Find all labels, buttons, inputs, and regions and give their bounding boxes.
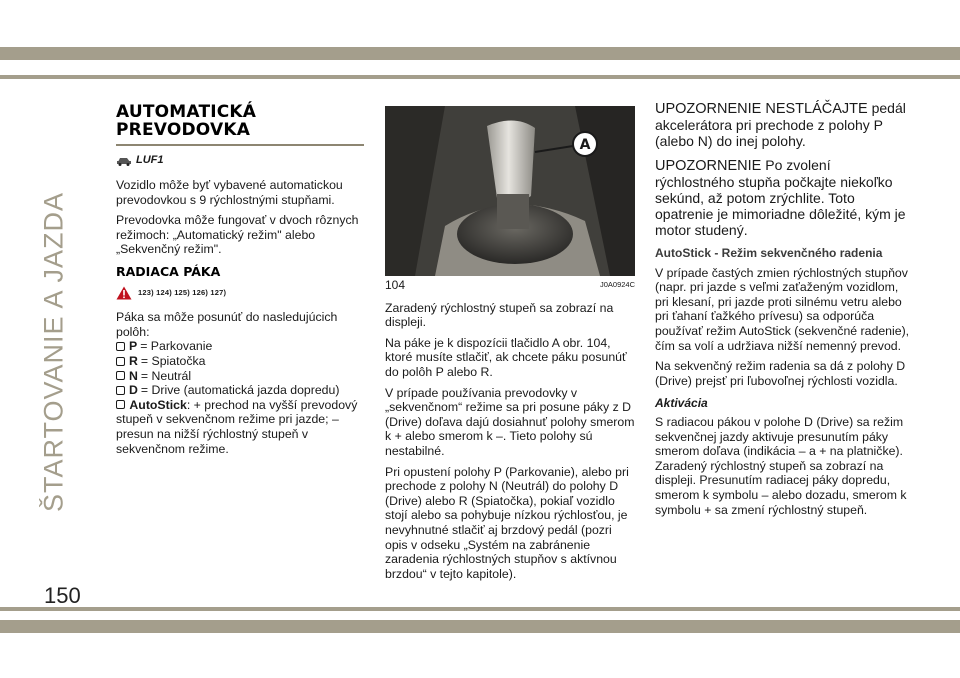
autostick-desc: : + prechod na vyšší prevodový stupeň v sekvenčnom režime pri jazde; – presun na nižší rýchlostný stupeň v sekvenčnom režime. — [116, 397, 358, 456]
list-item — [116, 369, 368, 384]
list-item — [116, 339, 368, 354]
paragraph: V prípade používania prevodovky v „sekvenčnom“ režime sa pri posune páky z D (Drive) doľava dajú dosiahnuť polohy smerom k + alebo smerom k –. Tieto polohy sú nestabilné. — [385, 385, 635, 458]
section-heading-line-2: PREVODOVKA — [116, 120, 251, 140]
intro-paragraph-2: Prevodovka môže fungovať v dvoch rôznych režimoch: „Automatický režim" alebo „Sekvenčný režim". — [116, 213, 359, 257]
paragraph: Na sekvenčný režim radenia sa dá z polohy D (Drive) prejsť pri ľubovoľnej rýchlosti vozidla. — [655, 359, 906, 388]
paragraph: Na páke je k dispozícii tlačidlo A obr. 104, ktoré musíte stlačiť, ak chcete páku posunúť do polôh P alebo R. — [385, 335, 627, 379]
availability-logo: LUF1 — [136, 153, 164, 166]
availability-icon-row — [116, 152, 368, 168]
selector-key: N — [129, 368, 138, 383]
figure-number: 104 — [385, 278, 406, 292]
warning-cap: UPOZORNENIE — [655, 158, 762, 174]
bottom-band — [0, 620, 960, 633]
bottom-band-thin — [0, 607, 960, 611]
selector-desc: = Spiatočka — [140, 353, 206, 368]
selector-key: D — [129, 383, 138, 398]
warning-cap: UPOZORNENIE NESTLÁČAJTE — [655, 101, 868, 117]
warning-triangle-icon — [116, 286, 132, 300]
column-3 — [655, 100, 913, 523]
figure-caption — [385, 278, 635, 293]
selector-desc: = Drive (automatická jazda dopredu) — [140, 383, 340, 398]
car-icon — [116, 154, 132, 166]
column-1 — [116, 100, 368, 456]
list-item — [116, 383, 368, 398]
warning-reference-numbers: 123) 124) 125) 126) 127) — [138, 287, 227, 297]
selector-position-list — [116, 339, 368, 456]
list-item — [116, 354, 368, 369]
warning-text: Po zvolení rýchlostného stupňa počkajte niekoľko sekúnd, až potom zrýchlite. Toto opatrenie je mimoriadne dôležité, kým je motor studený. — [655, 157, 906, 238]
top-band-thin — [0, 75, 960, 79]
bullet-box-icon — [116, 400, 125, 409]
warning-text: pedál akcelerátora pri prechode z polohy P (alebo N) do inej polohy. — [655, 100, 906, 149]
selector-desc: = Neutrál — [140, 368, 192, 383]
subheading-gear-lever: RADIACA PÁKA — [116, 263, 221, 279]
column-2 — [385, 100, 635, 587]
warning-references — [116, 286, 368, 301]
section-heading — [116, 103, 368, 139]
positions-intro: Páka sa môže posunúť do nasledujúcich polôh: — [116, 310, 338, 339]
bullet-box-icon — [116, 342, 125, 351]
warning-note-1 — [655, 100, 913, 149]
autostick-key: AutoStick — [129, 397, 187, 412]
selector-key: P — [129, 339, 138, 354]
callout-label-a: A — [579, 137, 591, 153]
paragraph: V prípade častých zmien rýchlostných stupňov (napr. pri jazde s veľmi zaťaženým vozidlom, pri klesaní, pri jazde proti silnému vetru alebo pri ťahaní ťažkého prívesu) sa odporúča používať režim AutoStick (sekvenčné radenie), čím sa volí a udržiava nižší nemenný prevod. — [655, 265, 910, 353]
paragraph: Zaradený rýchlostný stupeň sa zobrazí na displeji. — [385, 300, 614, 330]
bullet-box-icon — [116, 386, 125, 395]
heading-rule — [116, 144, 364, 146]
figure-code: J0A0924C — [599, 280, 635, 289]
selector-desc: = Parkovanie — [140, 339, 213, 354]
subheading-autostick: AutoStick - Režim sekvenčného radenia — [655, 246, 883, 260]
autostick-item — [116, 398, 368, 456]
chapter-side-title: ŠTARTOVANIE A JAZDA — [38, 191, 69, 513]
gear-lever-illustration — [385, 106, 635, 276]
bullet-box-icon — [116, 357, 125, 366]
gear-lever-photo — [385, 106, 635, 276]
selector-key: R — [129, 353, 138, 368]
section-heading-line-1: AUTOMATICKÁ — [116, 102, 257, 122]
subheading-activation: Aktivácia — [655, 396, 708, 411]
intro-paragraph-1: Vozidlo môže byť vybavené automatickou prevodovkou s 9 rýchlostnými stupňami. — [116, 178, 343, 207]
top-band — [0, 47, 960, 60]
page-number: 150 — [44, 583, 81, 608]
warning-note-2 — [655, 157, 913, 238]
bullet-box-icon — [116, 371, 125, 380]
paragraph: S radiacou pákou v polohe D (Drive) sa režim sekvenčnej jazdy aktivuje presunutím páky smerom doľava (indikácia – a + na platničke). Zaradený rýchlostný stupeň sa zobrazí na displeji. Presunutím radiacej páky dopredu, smerom k symbolu – alebo dozadu, smerom k symbolu + sa zmení rýchlostný stupeň. — [655, 414, 907, 517]
paragraph: Pri opustení polohy P (Parkovanie), alebo pri prechode z polohy N (Neutrál) do polohy D (Drive) alebo R (Spiatočka), pokiaľ vozidlo stojí alebo sa pohybuje nízkou rýchlosťou, je nevyhnutné stlačiť aj brzdový pedál (pozri opis v odseku „Systém na zabránenie zaradenia rýchlostných stupňov s aktívnou brzdou“ v tejto kapitole). — [385, 464, 629, 581]
